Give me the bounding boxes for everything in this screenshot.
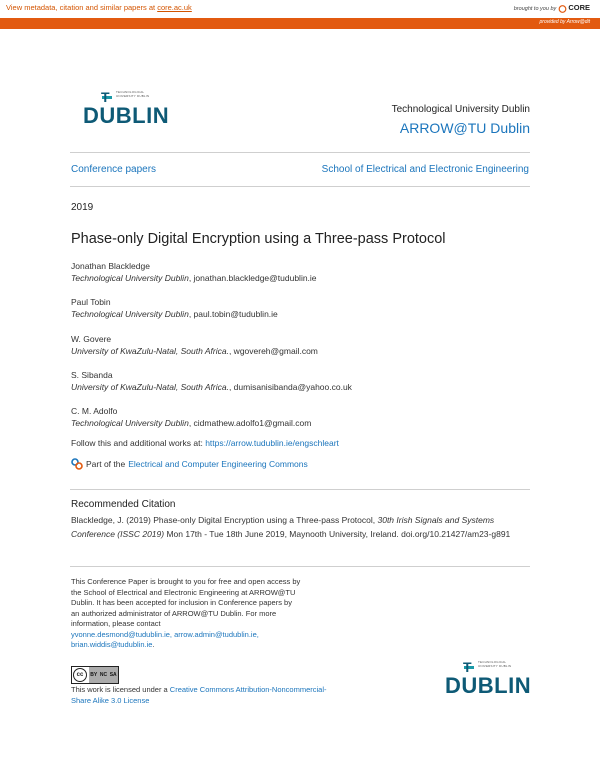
author-name: S. Sibanda	[71, 370, 113, 380]
license-statement	[71, 684, 331, 706]
part-of-line	[71, 458, 308, 470]
commons-link[interactable]: Electrical and Computer Engineering Commons	[128, 459, 308, 469]
tu-dublin-logo-footer	[442, 658, 532, 706]
open-access-notice	[71, 577, 301, 651]
author-affiliation: Technological University Dublin	[71, 273, 189, 283]
recommended-citation-heading: Recommended Citation	[71, 499, 176, 510]
metadata-link-prefix: View metadata, citation and similar papers at	[6, 3, 158, 12]
follow-text: Follow this and additional works at:	[71, 438, 206, 448]
author-email: , dumisanisibanda@yahoo.co.uk	[228, 382, 352, 392]
author-affiliation: University of KwaZulu-Natal, South Africa.	[71, 382, 229, 392]
cc-nc-icon: NC	[99, 672, 108, 678]
provided-by-text[interactable]: provided by Arrow@dit	[539, 19, 590, 25]
tu-dublin-logo	[80, 88, 170, 136]
author-name: Paul Tobin	[71, 297, 111, 307]
author-email: , jonathan.blackledge@tudublin.ie	[188, 273, 317, 283]
core-banner	[0, 0, 600, 20]
logo-letter-t: T	[101, 89, 111, 105]
author-name: W. Govere	[71, 334, 112, 344]
citation-venue: 30th Irish Signals and Systems Conference (ISSC 2019)	[71, 515, 495, 539]
author-email: , wgovereh@gmail.com	[228, 346, 318, 356]
core-icon	[558, 5, 567, 13]
cc-icon: cc	[73, 668, 87, 682]
cc-marks	[89, 667, 118, 683]
divider	[70, 566, 530, 567]
license-text: This work is licensed under a	[71, 685, 170, 694]
collection-url-link[interactable]: https://arrow.tudublin.ie/engschleart	[205, 438, 339, 448]
citation-details: Mon 17th - Tue 18th June 2019, Maynooth University, Ireland. doi.org/10.21427/am23-g891	[164, 528, 511, 539]
author-affiliation: Technological University Dublin	[71, 309, 189, 319]
author-name: Jonathan Blackledge	[71, 261, 150, 271]
citation-main: Blackledge, J. (2019) Phase-only Digital Encryption using a Three-pass Protocol,	[71, 515, 378, 525]
logo-letter-t: T	[463, 659, 473, 675]
collection-link[interactable]: Conference papers	[71, 164, 157, 175]
school-link[interactable]: School of Electrical and Electronic Engineering	[321, 164, 529, 175]
creative-commons-badge[interactable]	[71, 666, 119, 684]
cc-sa-icon: SA	[109, 672, 117, 678]
author-name: C. M. Adolfo	[71, 406, 118, 416]
author-block	[71, 296, 278, 320]
divider	[70, 489, 530, 490]
institution-name: Technological University Dublin	[391, 104, 530, 115]
core-logo[interactable]: CORE	[568, 3, 590, 12]
cc-by-icon: BY	[90, 672, 98, 678]
author-email: , paul.tobin@tudublin.ie	[188, 309, 278, 319]
repository-link[interactable]: ARROW@TU Dublin	[399, 120, 530, 136]
core-metadata-link[interactable]	[6, 3, 192, 12]
notice-period: .	[152, 640, 155, 649]
publication-year: 2019	[71, 202, 94, 213]
divider	[70, 186, 530, 187]
follow-line	[71, 438, 339, 448]
author-block	[71, 260, 317, 284]
author-affiliation: Technological University Dublin	[71, 418, 189, 428]
author-email: , cidmathew.adolfo1@gmail.com	[188, 418, 312, 428]
notice-text: This Conference Paper is brought to you for free and open access by the School of Electrical and Electronic Engineering at ARROW@TU Dublin. It has been accepted for inclusion in Conference papers by an authorized administrator of ARROW@TU Dublin. For more information, please contact	[71, 577, 301, 628]
author-affiliation: University of KwaZulu-Natal, South Africa.	[71, 346, 229, 356]
part-of-text: Part of the	[86, 459, 126, 469]
provided-by-bar	[0, 18, 600, 29]
author-block	[71, 333, 318, 357]
brought-by-text: brought to you by	[513, 6, 557, 12]
logo-wordmark: DUBLIN	[83, 103, 170, 128]
author-block	[71, 369, 352, 393]
paper-title: Phase-only Digital Encryption using a Three-pass Protocol	[71, 231, 446, 247]
logo-subtext: TECHNOLOGICAL UNIVERSITY DUBLIN	[116, 90, 150, 98]
divider	[70, 152, 530, 153]
license-link[interactable]: Creative Commons Attribution-Noncommercial-Share Alike 3.0 License	[71, 685, 327, 705]
network-icon	[71, 458, 83, 470]
author-block	[71, 405, 311, 429]
brought-by-core	[514, 3, 590, 13]
logo-wordmark: DUBLIN	[445, 673, 532, 698]
core-site-link[interactable]: core.ac.uk	[157, 3, 192, 12]
citation-text	[71, 514, 531, 541]
contact-emails[interactable]: yvonne.desmond@tudublin.ie, arrow.admin@tudublin.ie, brian.widdis@tudublin.ie	[71, 629, 259, 649]
logo-subtext: TECHNOLOGICAL UNIVERSITY DUBLIN	[478, 660, 512, 668]
